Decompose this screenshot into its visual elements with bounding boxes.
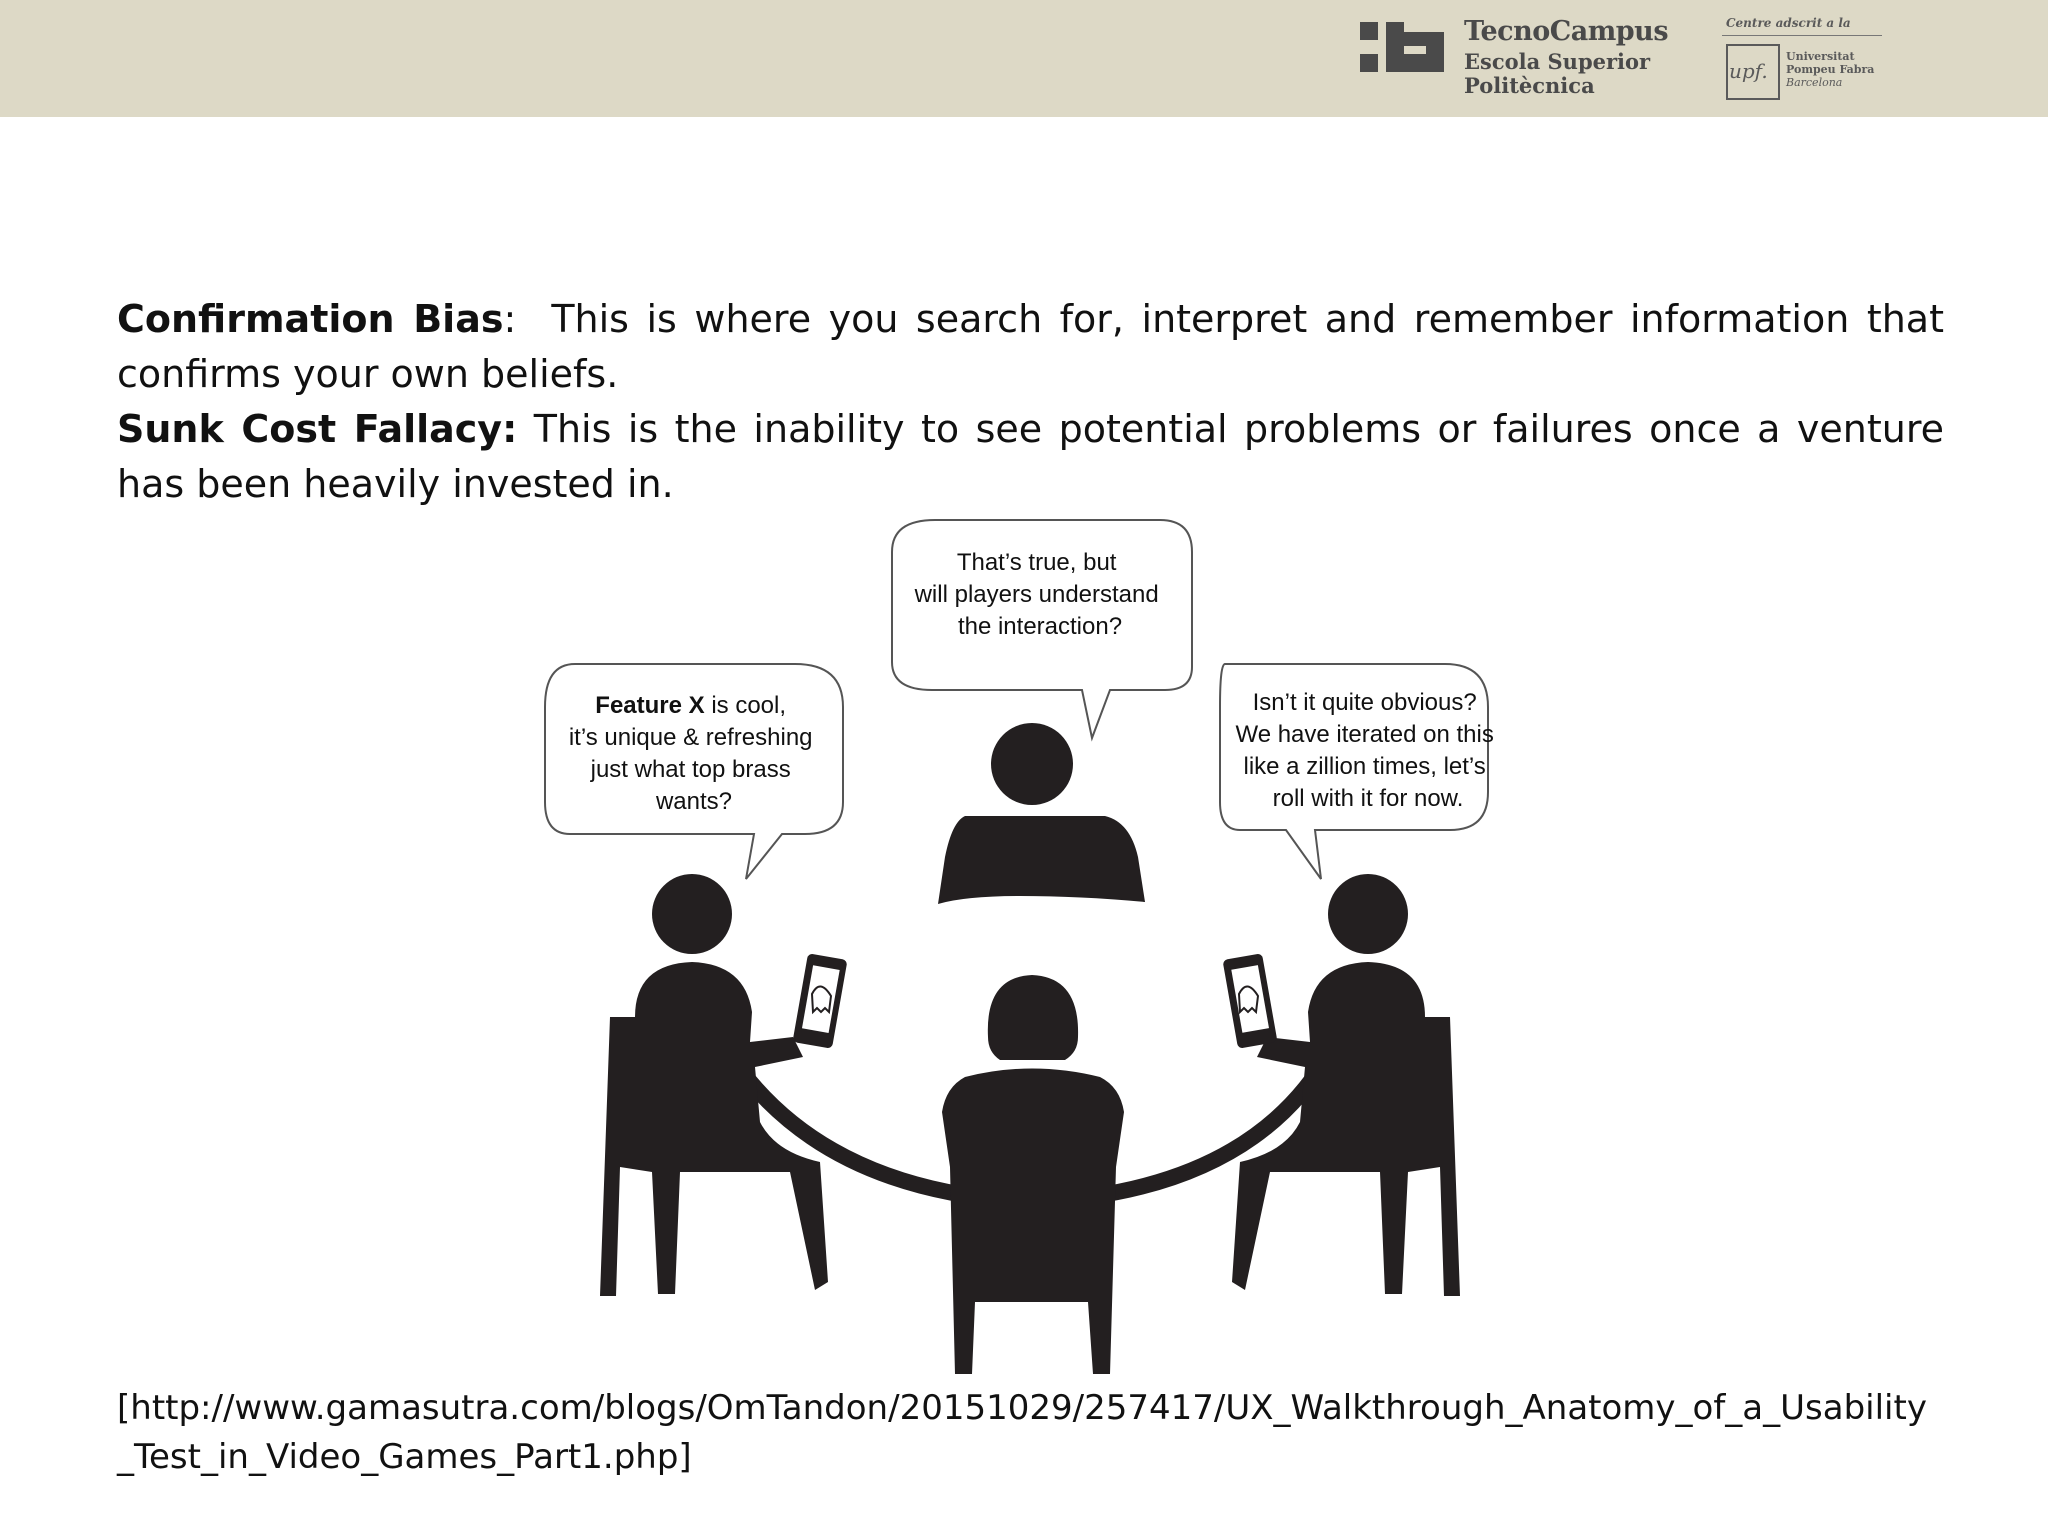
tecnocampus-wordmark: [1464, 18, 1668, 96]
bubble-left-bold: Feature X: [595, 692, 705, 719]
upf-name-line1: Universitat: [1786, 50, 1855, 63]
bubble-left-line1-rest: is cool,: [704, 692, 787, 719]
upf-name-line3: Barcelona: [1786, 76, 1843, 89]
bubble-right-line3: like a zillion times, let’s: [1243, 753, 1486, 780]
meeting-illustration-svg: [520, 512, 1540, 1382]
tecnocampus-line3: Politècnica: [1464, 73, 1595, 98]
tecnocampus-logo-mark: [1360, 20, 1444, 76]
person-top: [938, 723, 1145, 904]
bubble-top-line2: will players understand: [914, 581, 1159, 608]
header-band: [0, 0, 2048, 117]
bubble-left-line3: just what top brass: [590, 756, 791, 783]
confirmation-bias-definition: This is where you search for, interpret and remember information that confirms your own beliefs.: [117, 297, 1957, 396]
citation-line1: [http://www.gamasutra.com/blogs/OmTandon/20151029/257417/UX_Walkthrough_Anatomy_of_a_Usability: [117, 1388, 1927, 1428]
upf-divider: [1722, 35, 1882, 36]
bubble-left-line4: wants?: [655, 788, 733, 815]
sunk-cost-paragraph: [117, 402, 1944, 512]
upf-logo: [1722, 14, 1884, 104]
person-right: [1222, 874, 1460, 1296]
definitions: [117, 292, 1957, 512]
bubble-right-line4: roll with it for now.: [1272, 785, 1464, 812]
person-left: [600, 874, 848, 1296]
upf-name: [1786, 50, 1874, 89]
bubble-right-line2: We have iterated on this: [1235, 721, 1494, 748]
tecnocampus-logo: [1360, 16, 1669, 108]
confirmation-bias-term: Confirmation Bias: [117, 297, 504, 341]
upf-caption: Centre adscrit a la: [1726, 16, 1851, 30]
confirmation-bias-colon: :: [503, 297, 517, 341]
citation-line2: _Test_in_Video_Games_Part1.php]: [117, 1437, 692, 1477]
person-front: [942, 975, 1124, 1374]
tecnocampus-name: TecnoCampus: [1464, 16, 1669, 47]
meeting-illustration: [520, 512, 1540, 1382]
upf-mark: upf.: [1729, 59, 1768, 83]
tecnocampus-line2: Escola Superior: [1464, 49, 1651, 74]
bubble-top-line1: That’s true, but: [956, 549, 1117, 576]
upf-name-line2: Pompeu Fabra: [1786, 63, 1875, 76]
source-citation: [117, 1384, 1977, 1482]
sunk-cost-definition: This is the inability to see potential problems or failures once a venture has been heavily invested in.: [117, 407, 1945, 506]
sunk-cost-term: Sunk Cost Fallacy:: [117, 407, 518, 451]
confirmation-bias-paragraph: [117, 292, 1957, 402]
bubble-left-line2: it’s unique & refreshing: [568, 724, 813, 751]
bubble-right-line1: Isn’t it quite obvious?: [1252, 689, 1477, 716]
bubble-top-line3: the interaction?: [957, 613, 1123, 640]
